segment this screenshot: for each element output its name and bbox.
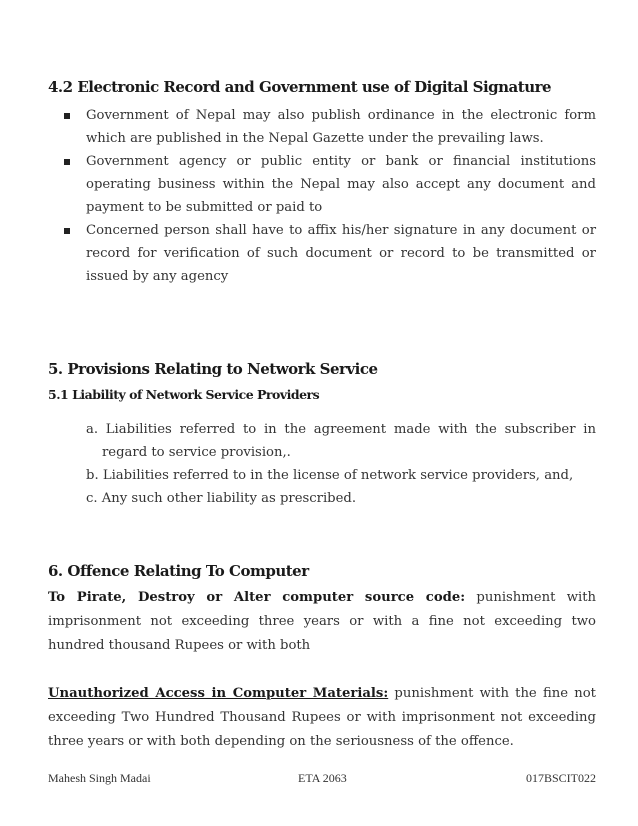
bullet-item	[64, 219, 596, 288]
footer-author: Mahesh Singh Madai	[48, 771, 151, 785]
offence-lead-piracy: To Pirate, Destroy or Alter computer source code:	[48, 590, 466, 605]
square-bullet-icon	[64, 228, 70, 234]
square-bullet-icon	[64, 113, 70, 119]
section-5-heading: 5. Provisions Relating to Network Service	[48, 360, 378, 378]
bullet-item	[64, 150, 596, 219]
section-6-heading: 6. Offence Relating To Computer	[48, 562, 309, 580]
liability-item-c: c. Any such other liability as prescribed.	[86, 491, 357, 506]
bullet-item	[64, 104, 596, 150]
offence-lead-unauthorized-access: Unauthorized Access in Computer Materials:	[48, 686, 389, 701]
offence-text-unauthorized-access: punishment with the fine not exceeding Two Hundred Thousand Rupees or with imprisonment not exceeding three years or with both depending on the seriousness of the offence.	[48, 686, 596, 749]
liability-item-a: a. Liabilities referred to in the agreement made with the subscriber in regard to service provision,.	[86, 422, 596, 460]
section-5-1-subheading: 5.1 Liability of Network Service Providers	[48, 387, 320, 402]
offence-text-piracy: punishment with imprisonment not exceeding three years or with a fine not exceeding two hundred thousand Rupees or with both	[48, 590, 596, 653]
offence-paragraph-piracy	[48, 586, 596, 658]
footer-id: 017BSCIT022	[525, 771, 596, 785]
bullet-text: Government agency or public entity or bank or financial institutions operating business within the Nepal may also accept any document and payment to be submitted or paid to	[86, 154, 596, 215]
square-bullet-icon	[64, 159, 70, 165]
footer-title: ETA 2063	[298, 771, 347, 785]
section-4-2-bullet-list	[64, 104, 596, 288]
section-4-2-heading: 4.2 Electronic Record and Government use of Digital Signature	[48, 78, 552, 96]
liability-list	[86, 418, 596, 510]
liability-item-b: b. Liabilities referred to in the license of network service providers, and,	[86, 468, 574, 483]
offence-paragraph-unauthorized-access	[48, 682, 596, 754]
bullet-text: Concerned person shall have to affix his/her signature in any document or record for verification of such document or record to be transmitted or issued by any agency	[86, 223, 596, 284]
bullet-text: Government of Nepal may also publish ordinance in the electronic form which are published in the Nepal Gazette under the prevailing laws.	[86, 108, 596, 146]
